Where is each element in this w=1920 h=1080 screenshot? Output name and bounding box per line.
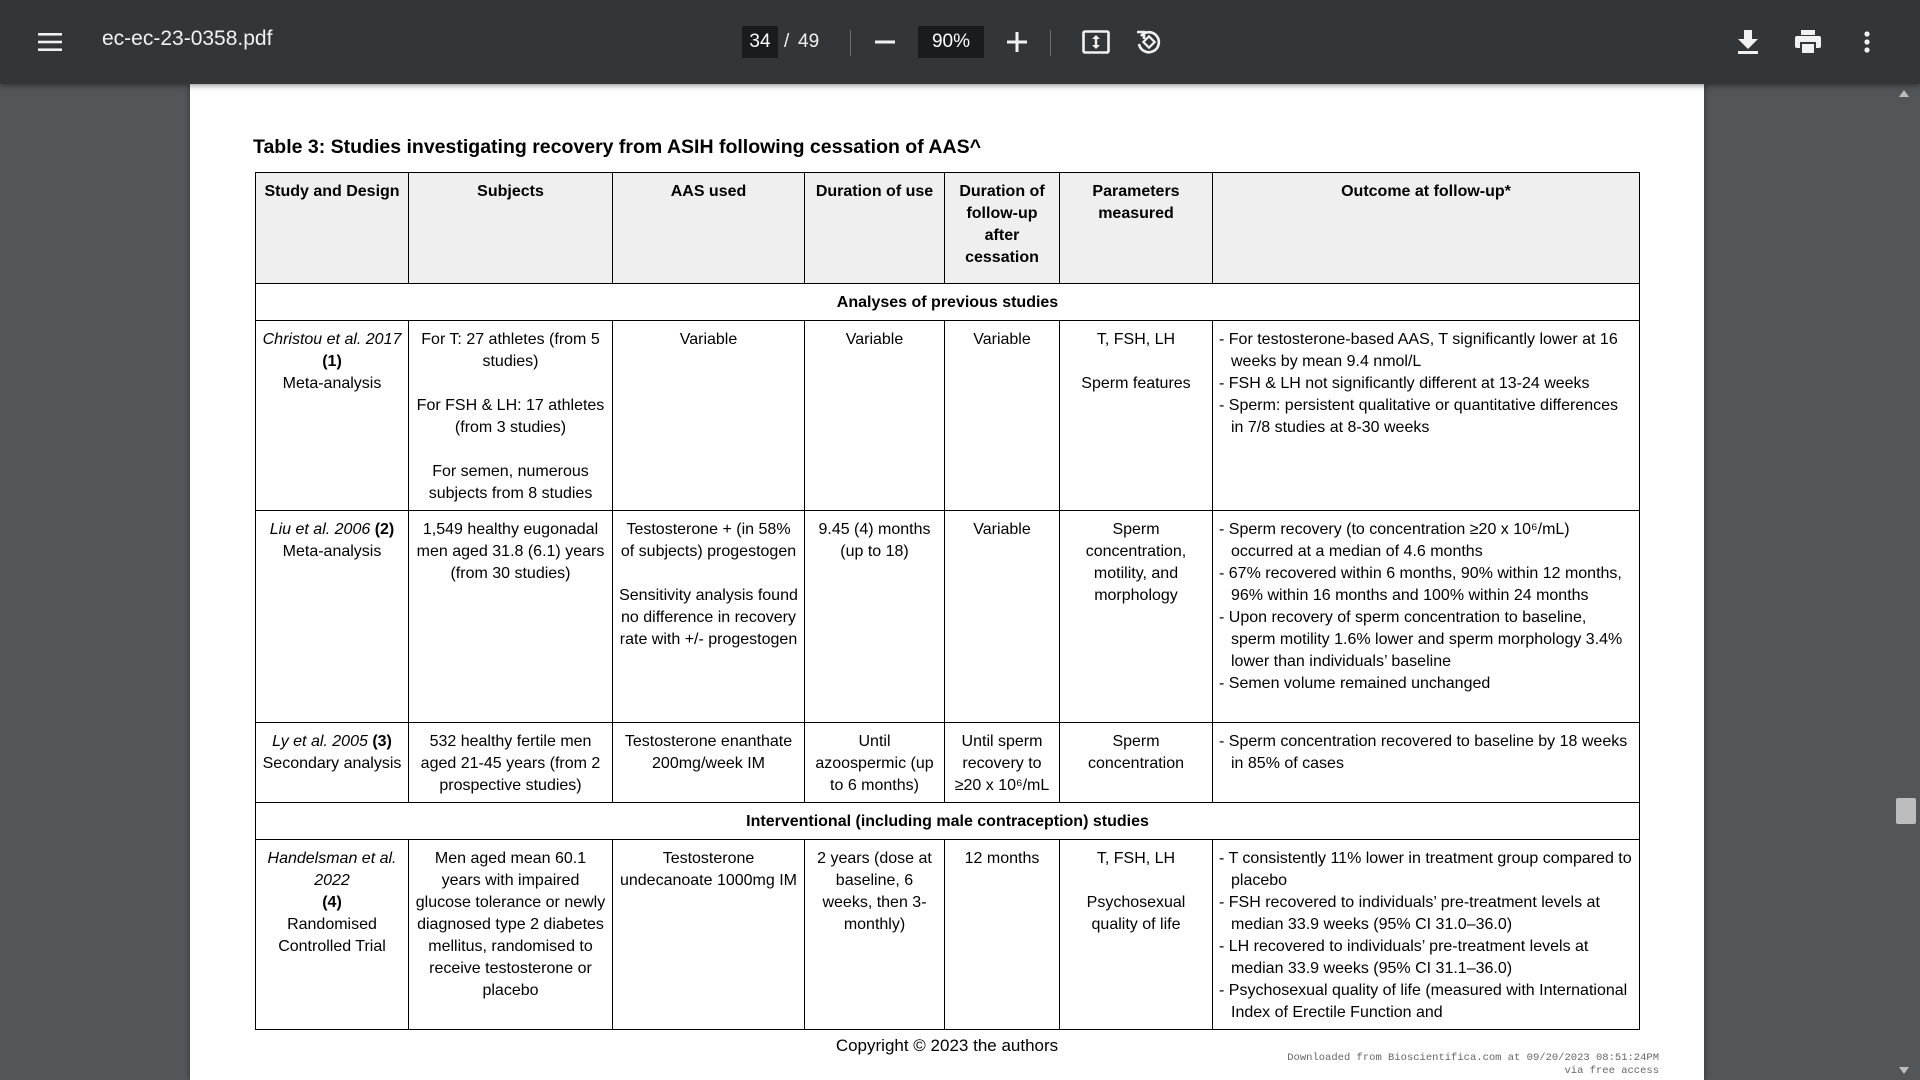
scroll-down-arrow-icon[interactable] (1899, 1067, 1909, 1074)
followup-cell: Until sperm recovery to ≥20 x 10⁶/mL (945, 723, 1060, 803)
more-options-button[interactable] (1852, 22, 1882, 62)
download-icon (1737, 30, 1759, 54)
toolbar-divider (850, 30, 851, 56)
study-cell (256, 840, 409, 1030)
study-design: Secondary analysis (262, 755, 402, 772)
outcome-item: - FSH & LH not significantly different at 13-24 weeks (1219, 375, 1590, 392)
duration-use-cell: 2 years (dose at baseline, 6 weeks, then 3-monthly) (805, 840, 945, 1030)
parameters-cell: Sperm concentration, motility, and morphology (1060, 511, 1213, 723)
aas-cell: Variable (613, 321, 805, 511)
outcome-item: - Sperm concentration recovered to baseline by 18 weeks in 85% of cases (1219, 733, 1628, 772)
column-header: Duration of use (805, 173, 945, 284)
table-caption: Table 3: Studies investigating recovery from ASIH following cessation of AAS^ (253, 136, 981, 158)
outcome-item: - T consistently 11% lower in treatment group compared to placebo (1219, 850, 1632, 889)
outcome-cell (1213, 321, 1640, 511)
subjects-cell: Men aged mean 60.1 years with impaired glucose tolerance or newly diagnosed type 2 diabetes mellitus, randomised to receive testosterone or placebo (409, 840, 613, 1030)
download-note-line: via free access (1564, 1065, 1659, 1077)
rotate-button[interactable] (1131, 22, 1167, 62)
study-design: Meta-analysis (282, 543, 382, 560)
section-row (256, 803, 1640, 840)
table-row (256, 321, 1640, 511)
page-number-input[interactable] (742, 26, 778, 58)
study-author: Handelsman et al. 2022 (267, 850, 397, 889)
column-header: Parameters measured (1060, 173, 1213, 284)
zoom-out-icon (875, 40, 895, 44)
aas-cell: Testosterone + (in 58% of subjects) progestogen Sensitivity analysis found no difference in recovery rate with +/- progestogen (613, 511, 805, 723)
study-design: Randomised Controlled Trial (278, 916, 386, 955)
study-design: Meta-analysis (282, 375, 382, 392)
outcome-item: - Upon recovery of sperm concentration to baseline, sperm motility 1.6% lower and sperm morphology 3.4% lower than individuals’ baseline (1219, 609, 1623, 670)
study-ref: (1) (322, 353, 342, 370)
table-row (256, 840, 1640, 1030)
scroll-up-arrow-icon[interactable] (1899, 90, 1909, 97)
outcome-item: - Psychosexual quality of life (measured with International Index of Erectile Function and (1219, 982, 1628, 1021)
print-icon (1795, 30, 1821, 54)
study-author: Christou et al. 2017 (262, 331, 402, 348)
followup-cell: 12 months (945, 840, 1060, 1030)
duration-use-cell: 9.45 (4) months (up to 18) (805, 511, 945, 723)
outcome-item: - Sperm: persistent qualitative or quantitative differences in 7/8 studies at 8-30 weeks (1219, 397, 1619, 436)
column-header: Duration of follow-up after cessation (945, 173, 1060, 284)
study-ref: (2) (374, 521, 395, 538)
parameters-cell: Sperm concentration (1060, 723, 1213, 803)
study-cell (256, 511, 409, 723)
followup-cell: Variable (945, 321, 1060, 511)
column-header: AAS used (613, 173, 805, 284)
section-label: Interventional (including male contraception) studies (256, 803, 1640, 840)
fit-page-button[interactable] (1078, 22, 1114, 62)
rotate-icon (1135, 28, 1163, 56)
study-cell (256, 723, 409, 803)
subjects-cell: For T: 27 athletes (from 5 studies) For FSH & LH: 17 athletes (from 3 studies) For semen, numerous subjects from 8 studies (409, 321, 613, 511)
document-title: ec-ec-23-0358.pdf (102, 27, 273, 50)
download-note (1287, 1052, 1659, 1078)
column-header: Study and Design (256, 173, 409, 284)
study-author: Liu et al. 2006 (269, 521, 371, 538)
table-row (256, 723, 1640, 803)
subjects-cell: 1,549 healthy eugonadal men aged 31.8 (6.1) years (from 30 studies) (409, 511, 613, 723)
study-author: Ly et al. 2005 (272, 733, 368, 750)
menu-icon (38, 32, 62, 52)
column-header: Outcome at follow-up* (1213, 173, 1640, 284)
download-note-line: Downloaded from Bioscientifica.com at 09/20/2023 08:51:24PM (1287, 1052, 1659, 1064)
duration-use-cell: Until azoospermic (up to 6 months) (805, 723, 945, 803)
subjects-cell: 532 healthy fertile men aged 21-45 years (from 2 prospective studies) (409, 723, 613, 803)
outcome-item: - 67% recovered within 6 months, 90% within 12 months, 96% within 16 months and 100% within 24 months (1219, 565, 1622, 604)
toolbar-divider (1050, 30, 1051, 56)
table-row (256, 511, 1640, 723)
outcome-cell (1213, 723, 1640, 803)
copyright-footer: Copyright © 2023 the authors (835, 1036, 1059, 1055)
duration-use-cell: Variable (805, 321, 945, 511)
pdf-toolbar (0, 0, 1920, 84)
column-header: Subjects (409, 173, 613, 284)
section-row (256, 284, 1640, 321)
page-separator: / (784, 31, 790, 52)
menu-button[interactable] (28, 22, 72, 62)
study-ref: (3) (372, 733, 392, 750)
table-header-row (256, 173, 1640, 284)
vertical-scrollbar[interactable] (1894, 84, 1920, 1080)
outcome-item: - For testosterone-based AAS, T significantly lower at 16 weeks by mean 9.4 nmol/L (1219, 331, 1618, 370)
aas-cell: Testosterone undecanoate 1000mg IM (613, 840, 805, 1030)
zoom-level-input[interactable]: 90% (918, 26, 984, 58)
pdf-page (190, 84, 1704, 1080)
study-ref: (4) (322, 894, 342, 911)
fit-page-icon (1082, 30, 1110, 54)
studies-table (255, 172, 1640, 1030)
outcome-cell (1213, 840, 1640, 1030)
section-label: Analyses of previous studies (256, 284, 1640, 321)
zoom-in-button[interactable] (1000, 22, 1034, 62)
download-button[interactable] (1730, 22, 1766, 62)
aas-cell: Testosterone enanthate 200mg/week IM (613, 723, 805, 803)
study-cell (256, 321, 409, 511)
outcome-item: - FSH recovered to individuals’ pre-treatment levels at median 33.9 weeks (95% CI 31.0–36.0) (1219, 894, 1600, 933)
parameters-cell: T, FSH, LH Psychosexual quality of life (1060, 840, 1213, 1030)
scrollbar-thumb[interactable] (1896, 798, 1916, 824)
zoom-in-icon (1007, 32, 1027, 52)
followup-cell: Variable (945, 511, 1060, 723)
outcome-cell (1213, 511, 1640, 723)
outcome-item: - LH recovered to individuals’ pre-treatment levels at median 33.9 weeks (95% CI 31.1–36.0) (1219, 938, 1589, 977)
print-button[interactable] (1790, 22, 1826, 62)
more-icon (1864, 31, 1870, 53)
outcome-item: - Semen volume remained unchanged (1219, 675, 1491, 692)
page-total: 49 (798, 31, 820, 52)
parameters-cell: T, FSH, LH Sperm features (1060, 321, 1213, 511)
outcome-item: - Sperm recovery (to concentration ≥20 x 10⁶/mL) occurred at a median of 4.6 months (1219, 521, 1570, 560)
zoom-out-button[interactable] (870, 22, 900, 62)
